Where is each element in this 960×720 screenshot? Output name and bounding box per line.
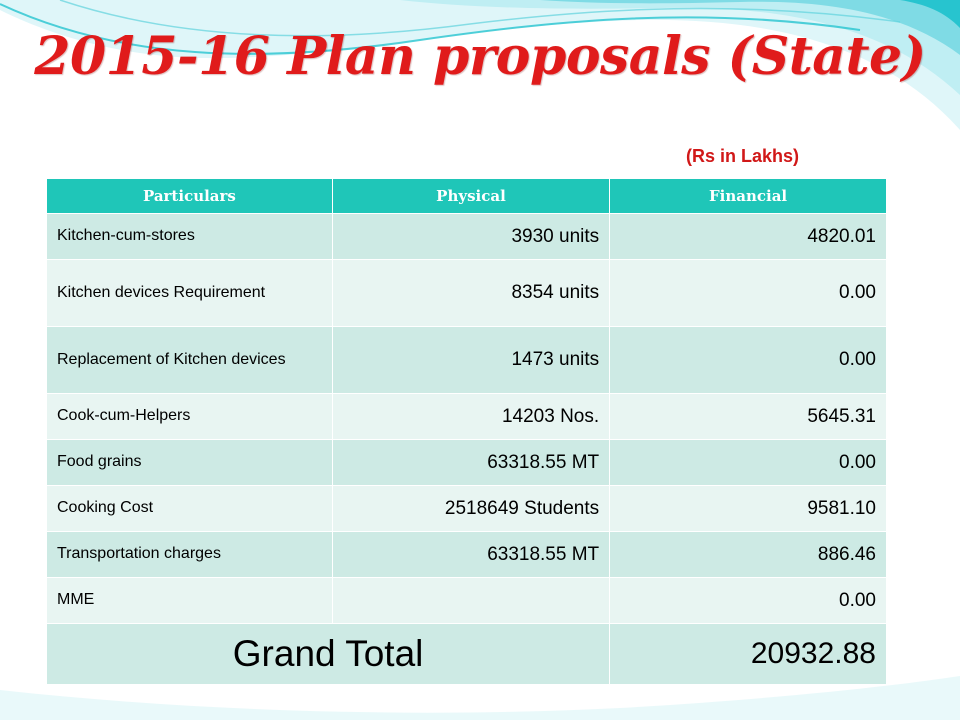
header-particulars: Particulars xyxy=(47,179,333,214)
cell-particulars: Kitchen devices Requirement xyxy=(47,260,333,327)
cell-physical: 63318.55 MT xyxy=(332,532,609,578)
cell-financial: 0.00 xyxy=(610,440,887,486)
table-row xyxy=(47,394,887,440)
cell-financial: 9581.10 xyxy=(610,486,887,532)
plan-proposals-table xyxy=(46,178,887,685)
cell-physical: 14203 Nos. xyxy=(332,394,609,440)
cell-physical: 63318.55 MT xyxy=(332,440,609,486)
table-row xyxy=(47,486,887,532)
header-financial: Financial xyxy=(610,179,887,214)
cell-financial: 0.00 xyxy=(610,327,887,394)
slide-title: 2015-16 Plan proposals (State) xyxy=(34,26,926,87)
cell-particulars: Cook-cum-Helpers xyxy=(47,394,333,440)
units-note: (Rs in Lakhs) xyxy=(686,146,800,166)
cell-financial: 0.00 xyxy=(610,578,887,624)
cell-particulars: Replacement of Kitchen devices xyxy=(47,327,333,394)
cell-particulars: Cooking Cost xyxy=(47,486,333,532)
cell-particulars: Transportation charges xyxy=(47,532,333,578)
cell-physical: 8354 units xyxy=(332,260,609,327)
cell-financial: 886.46 xyxy=(610,532,887,578)
table-row xyxy=(47,214,887,260)
cell-physical xyxy=(332,578,609,624)
table-row xyxy=(47,327,887,394)
cell-physical: 3930 units xyxy=(332,214,609,260)
cell-physical: 2518649 Students xyxy=(332,486,609,532)
table-row xyxy=(47,260,887,327)
cell-financial: 4820.01 xyxy=(610,214,887,260)
header-physical: Physical xyxy=(332,179,609,214)
grand-total-row xyxy=(47,624,887,685)
cell-particulars: MME xyxy=(47,578,333,624)
table-row xyxy=(47,440,887,486)
grand-total-value: 20932.88 xyxy=(610,624,887,685)
grand-total-label: Grand Total xyxy=(47,624,610,685)
table-header-row xyxy=(47,179,887,214)
cell-financial: 0.00 xyxy=(610,260,887,327)
table-row xyxy=(47,578,887,624)
cell-particulars: Food grains xyxy=(47,440,333,486)
cell-financial: 5645.31 xyxy=(610,394,887,440)
table-row xyxy=(47,532,887,578)
cell-physical: 1473 units xyxy=(332,327,609,394)
cell-particulars: Kitchen-cum-stores xyxy=(47,214,333,260)
